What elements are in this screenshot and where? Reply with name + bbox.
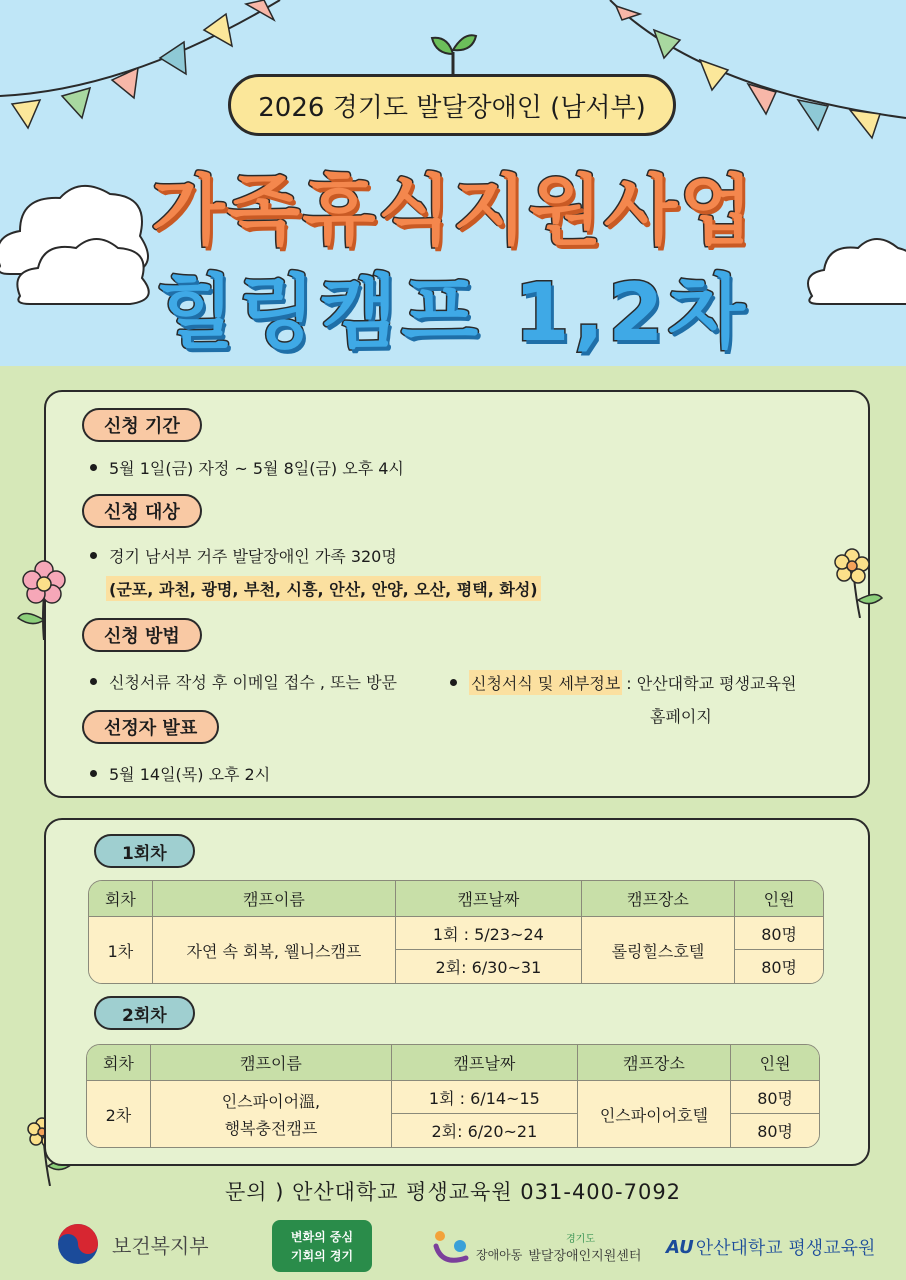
round1-name: 자연 속 회복, 웰니스캠프: [153, 917, 396, 983]
col-name: 캠프이름: [153, 881, 396, 917]
gg-slogan-line1: 변화의 중심: [290, 1230, 354, 1244]
period-label: 신청 기간: [82, 408, 202, 442]
round2-round: 2차: [87, 1081, 151, 1147]
contact-info: 문의 ) 안산대학교 평생교육원 031-400-7092: [224, 1180, 682, 1204]
round1-place: 롤링힐스호텔: [582, 917, 736, 983]
bullet-icon: [90, 464, 97, 471]
mohw-text: 보건복지부: [112, 1233, 209, 1258]
col-date: 캠프날짜: [396, 881, 582, 917]
ansan-mark: AU: [666, 1236, 694, 1258]
flower-yellow-icon: [830, 548, 886, 618]
col-place: 캠프장소: [582, 881, 736, 917]
round2-name-line2: 행복충전캠프: [224, 1119, 318, 1138]
col-round: 회차: [87, 1045, 151, 1081]
info-card: [44, 390, 870, 798]
round2-date2: 2회: 6/20~21: [392, 1114, 578, 1147]
round2-table: [86, 1044, 820, 1148]
center-text-block: [476, 1230, 641, 1264]
camps-card: [44, 818, 870, 1166]
round2-place: 인스파이어호텔: [578, 1081, 732, 1147]
gg-slogan-line2: 기회의 경기: [290, 1249, 354, 1263]
round1-table: [88, 880, 824, 984]
ansan-text: 안산대학교 평생교육원: [695, 1238, 876, 1259]
method-label: 신청 방법: [82, 618, 202, 652]
sprout-icon: [428, 28, 478, 78]
round2-count1: 80명: [731, 1081, 819, 1114]
bullet-icon: [90, 552, 97, 559]
announce-value: 5월 14일(목) 오후 2시: [109, 765, 271, 784]
center-mark-icon: [430, 1226, 472, 1268]
method-detail: [450, 670, 796, 695]
round1-count1: 80명: [735, 917, 823, 950]
page-subtitle: 힐링캠프 1,2차: [157, 266, 749, 359]
period-value: 5월 1일(금) 자정 ~ 5월 8일(금) 오후 4시: [109, 459, 404, 478]
target-text: [90, 544, 397, 567]
round1-label: 1회차: [94, 834, 195, 868]
gg-slogan-logo: [272, 1220, 372, 1272]
table-header-row: [87, 1045, 819, 1081]
target-label: 신청 대상: [82, 494, 202, 528]
col-round: 회차: [89, 881, 153, 917]
col-date: 캠프날짜: [392, 1045, 578, 1081]
round2-label: 2회차: [94, 996, 195, 1030]
target-value: 경기 남서부 거주 발달장애인 가족 320명: [109, 547, 397, 566]
bullet-icon: [90, 770, 97, 777]
center-left-text: 장애아동: [476, 1248, 523, 1262]
round1-round: 1차: [89, 917, 153, 983]
mohw-logo: [54, 1222, 209, 1266]
method-detail-line2: [650, 704, 712, 727]
center-top-text: 경기도: [566, 1234, 595, 1245]
table-row: [87, 1081, 819, 1114]
round2-name-line1: 인스파이어溫,: [221, 1092, 321, 1111]
round2-date1: 1회 : 6/14~15: [392, 1081, 578, 1114]
center-logo: [430, 1222, 641, 1272]
method-detail-value: : 안산대학교 평생교육원: [626, 674, 797, 693]
bullet-icon: [90, 678, 97, 685]
method-detail-label: 신청서식 및 세부정보: [469, 670, 622, 695]
header-sky: [0, 0, 906, 366]
method-value: 신청서류 작성 후 이메일 접수 , 또는 방문: [109, 673, 397, 692]
target-regions-value: (군포, 과천, 광명, 부천, 시흥, 안산, 안양, 오산, 평택, 화성): [106, 576, 541, 601]
announce-label: 선정자 발표: [82, 710, 219, 744]
flower-pink-icon: [14, 560, 74, 640]
bullet-icon: [450, 679, 457, 686]
round2-name: [151, 1081, 392, 1147]
table-header-row: [89, 881, 823, 917]
taegeuk-icon: [54, 1222, 102, 1266]
round1-count2: 80명: [735, 950, 823, 983]
round1-date2: 2회: 6/30~31: [396, 950, 582, 983]
round1-date1: 1회 : 5/23~24: [396, 917, 582, 950]
center-text-row: [476, 1245, 641, 1264]
center-right-text: 발달장애인지원센터: [528, 1249, 642, 1264]
ansan-logo: [666, 1232, 875, 1262]
page-title: 가족휴식지원사업: [151, 166, 755, 255]
col-name: 캠프이름: [151, 1045, 392, 1081]
col-count: 인원: [731, 1045, 819, 1081]
col-place: 캠프장소: [578, 1045, 732, 1081]
col-count: 인원: [735, 881, 823, 917]
header-subtitle: 2026 경기도 발달장애인 (남서부): [228, 74, 676, 136]
announce-text: [90, 762, 270, 785]
round2-count2: 80명: [731, 1114, 819, 1147]
target-regions: [106, 576, 541, 601]
period-text: [90, 456, 404, 479]
method-detail-value-2: 홈페이지: [650, 707, 712, 726]
method-text: [90, 670, 397, 693]
table-row: [89, 917, 823, 950]
